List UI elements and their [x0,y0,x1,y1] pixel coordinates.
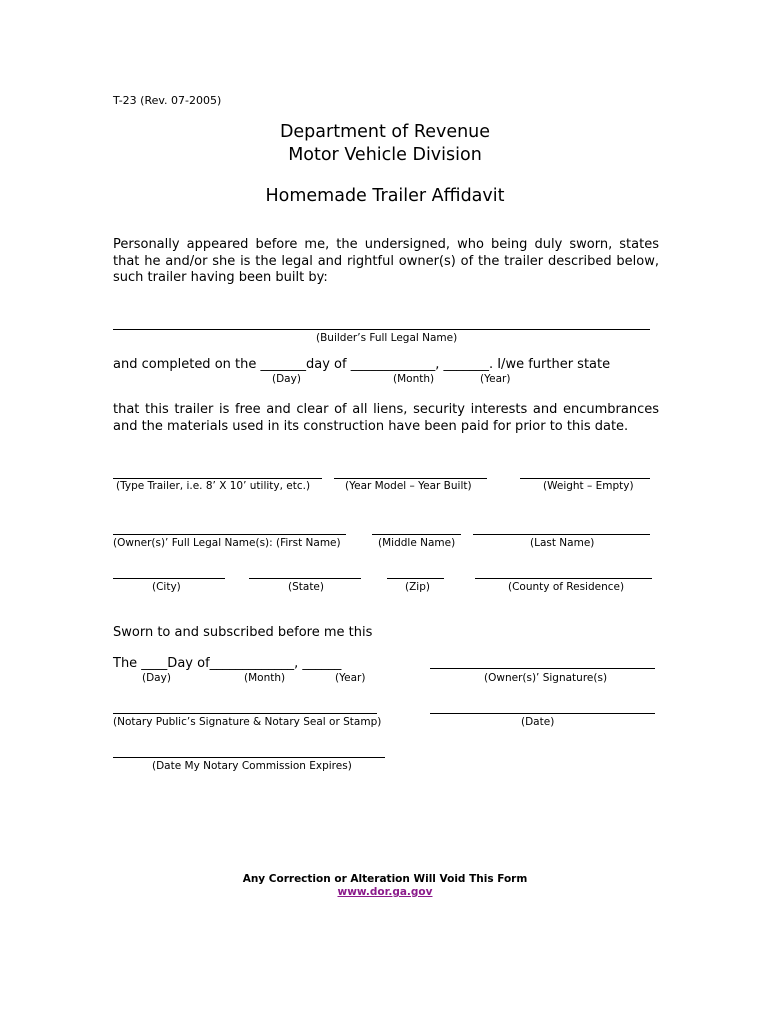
trailer-type-caption: (Type Trailer, i.e. 8’ X 10’ utility, etc.) [116,480,311,492]
date-line[interactable] [430,713,655,714]
completion-statement: and completed on the _______day of _____________, _______. I/we further state [113,357,611,372]
notary-signature-caption: (Notary Public’s Signature & Notary Seal or Stamp) [113,716,382,728]
commission-expires-caption: (Date My Notary Commission Expires) [152,760,352,772]
website-link[interactable]: www.dor.ga.gov [337,886,433,898]
date-caption: (Date) [521,716,555,728]
void-warning: Any Correction or Alteration Will Void This Form [242,873,528,885]
owner-signature-caption: (Owner(s)’ Signature(s) [484,672,608,684]
last-name-caption: (Last Name) [530,537,595,549]
completion-year-caption: (Year) [480,373,511,385]
middle-name-line[interactable] [372,534,461,535]
notary-year-caption: (Year) [335,672,366,684]
last-name-line[interactable] [473,534,650,535]
notary-day-caption: (Day) [142,672,171,684]
completion-month-caption: (Month) [393,373,435,385]
builder-name-line[interactable] [113,329,650,330]
zip-line[interactable] [387,578,444,579]
notary-month-caption: (Month) [244,672,286,684]
first-name-line[interactable] [113,534,346,535]
weight-caption: (Weight – Empty) [543,480,634,492]
county-line[interactable] [475,578,652,579]
sworn-statement: Sworn to and subscribed before me this [113,625,373,640]
liens-paragraph: that this trailer is free and clear of all liens, security interests and encumbrances and the materials used in its construction have been paid for prior to this date. [113,402,659,434]
state-line[interactable] [249,578,361,579]
intro-paragraph: Personally appeared before me, the undersigned, who being duly sworn, states that he and/or she is the legal and rightful owner(s) of the trailer described below, such trailer having been built by: [113,237,659,285]
zip-caption: (Zip) [405,581,430,593]
division-title: Motor Vehicle Division [288,145,482,165]
builder-name-caption: (Builder’s Full Legal Name) [316,332,458,344]
county-caption: (County of Residence) [508,581,625,593]
state-caption: (State) [288,581,324,593]
year-model-line[interactable] [334,478,487,479]
completion-day-caption: (Day) [272,373,301,385]
form-title: Homemade Trailer Affidavit [265,186,505,206]
department-title: Department of Revenue [279,122,491,142]
owner-signature-line[interactable] [430,668,655,669]
middle-name-caption: (Middle Name) [378,537,456,549]
city-line[interactable] [113,578,225,579]
weight-line[interactable] [520,478,650,479]
year-model-caption: (Year Model – Year Built) [345,480,472,492]
notary-date-line: The ____Day of_____________, ______ [113,656,342,671]
trailer-type-line[interactable] [113,478,322,479]
first-name-caption: (Owner(s)’ Full Legal Name(s): (First Name) [113,537,341,549]
form-number: T-23 (Rev. 07-2005) [113,94,222,107]
city-caption: (City) [152,581,181,593]
commission-expires-line[interactable] [113,757,385,758]
notary-signature-line[interactable] [113,713,377,714]
